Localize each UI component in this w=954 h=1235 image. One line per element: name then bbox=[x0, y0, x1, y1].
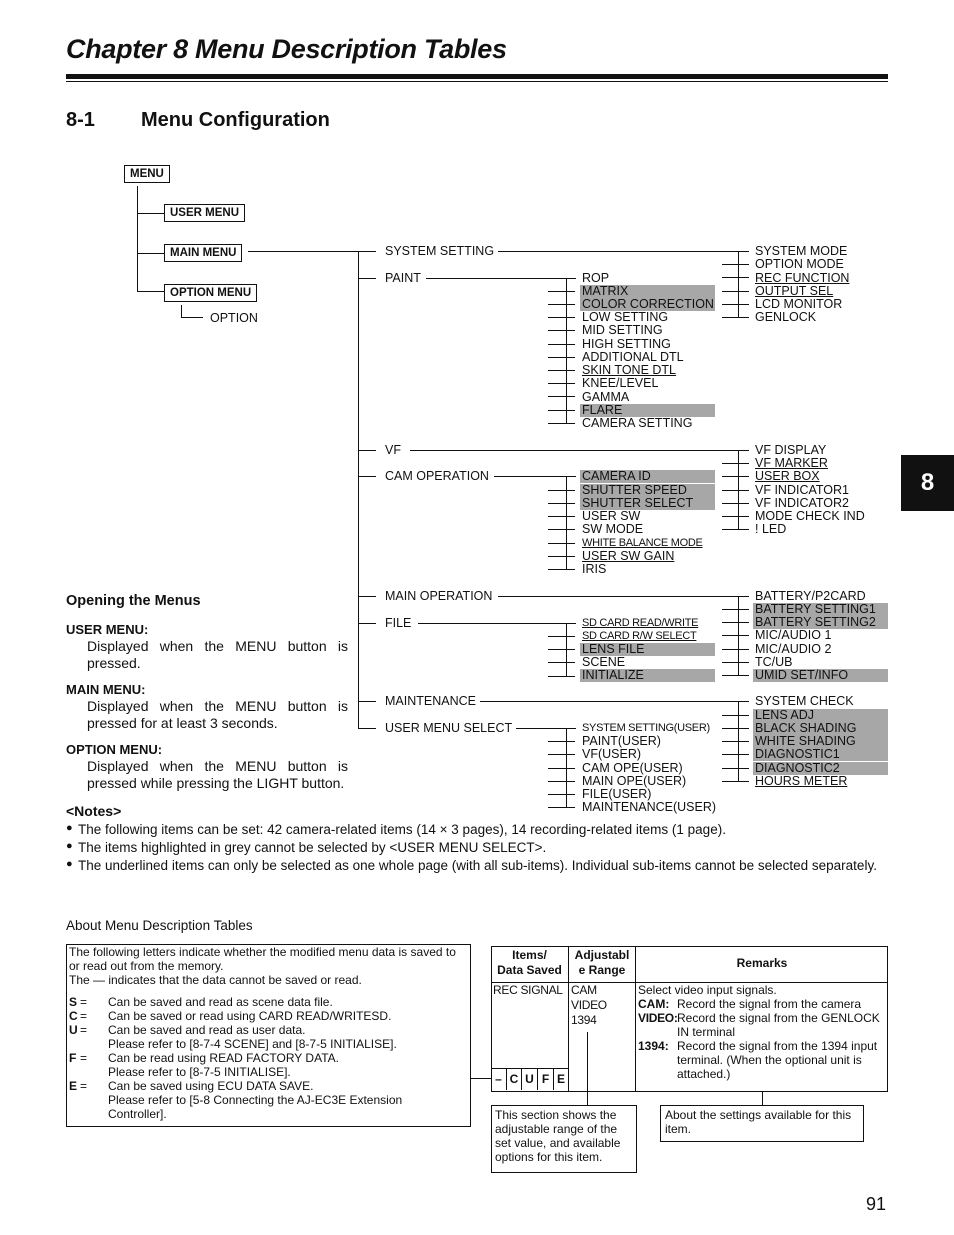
legend-key: U bbox=[69, 1023, 78, 1037]
col-header-range: Adjustabl bbox=[574, 948, 630, 962]
remark-text: Record the signal from the 1394 input bbox=[677, 1039, 878, 1053]
file-item: SCENE bbox=[582, 655, 626, 669]
remark-text: terminal. (When the optional unit is bbox=[677, 1053, 862, 1067]
maint-item: HOURS METER bbox=[755, 774, 848, 788]
file-item: SD CARD R/W SELECT bbox=[582, 630, 697, 642]
legend-eq: = bbox=[80, 995, 88, 1009]
sys-item: SYSTEM MODE bbox=[755, 244, 848, 258]
user-menu-label: USER MENU: bbox=[66, 622, 149, 637]
table-item: REC SIGNAL bbox=[493, 983, 563, 997]
menu-box: MENU bbox=[124, 165, 170, 183]
main-menu-text: Displayed when the MENU button is pressed for at least 3 seconds. bbox=[87, 698, 348, 731]
remark-text: Record the signal from the GENLOCK bbox=[677, 1011, 880, 1025]
legend-text: Can be saved using ECU DATA SAVE. bbox=[108, 1079, 314, 1093]
mainop-item: TC/UB bbox=[755, 655, 793, 669]
remark-text: attached.) bbox=[677, 1067, 731, 1081]
col-header-items: Data Saved bbox=[497, 963, 562, 977]
callout-text: About the settings available for this bbox=[665, 1108, 852, 1122]
mainop-item: BATTERY/P2CARD bbox=[755, 589, 866, 603]
ums-item: MAIN OPE(USER) bbox=[582, 774, 687, 788]
legend-intro: The following letters indicate whether the modified menu data is saved to bbox=[69, 945, 456, 959]
vf-item: MODE CHECK IND bbox=[755, 509, 865, 523]
legend-key: E bbox=[69, 1079, 78, 1093]
ums-item: MAINTENANCE(USER) bbox=[582, 800, 717, 814]
range-value: 1394 bbox=[571, 1013, 597, 1027]
maint-item: SYSTEM CHECK bbox=[755, 694, 854, 708]
note-item: The items highlighted in grey cannot be selected by <USER MENU SELECT>. bbox=[78, 840, 547, 855]
remark-key: VIDEO: bbox=[638, 1011, 678, 1025]
callout-text: item. bbox=[665, 1122, 692, 1136]
paint-item: COLOR CORRECTION bbox=[582, 297, 714, 311]
main-item-file: FILE bbox=[385, 616, 412, 630]
ums-item: VF(USER) bbox=[582, 747, 642, 761]
option-menu-text: Displayed when the MENU button is pressed while pressing the LIGHT button. bbox=[87, 758, 348, 791]
sys-item: OPTION MODE bbox=[755, 257, 844, 271]
legend-text: Controller]. bbox=[108, 1107, 167, 1121]
legend-text: Can be saved or read using CARD READ/WRITESD. bbox=[108, 1009, 392, 1023]
sys-item: LCD MONITOR bbox=[755, 297, 843, 311]
user-menu-text: Displayed when the MENU button is pressed. bbox=[87, 638, 348, 671]
flag-cell: – bbox=[495, 1072, 502, 1086]
cam-item: USER SW GAIN bbox=[582, 549, 675, 563]
paint-item: MATRIX bbox=[580, 285, 715, 298]
main-item-paint: PAINT bbox=[385, 271, 421, 285]
legend-intro: or read out from the memory. bbox=[69, 959, 224, 973]
vf-item: VF INDICATOR1 bbox=[755, 483, 849, 497]
flag-cell: U bbox=[525, 1072, 534, 1086]
mainop-item: MIC/AUDIO 1 bbox=[755, 628, 832, 642]
paint-item: CAMERA SETTING bbox=[582, 416, 693, 430]
bullet-icon: ● bbox=[66, 858, 73, 870]
vf-item: USER BOX bbox=[755, 469, 820, 483]
paint-item: SKIN TONE DTL bbox=[582, 363, 677, 377]
legend-eq: = bbox=[80, 1051, 88, 1065]
callout-text: This section shows the bbox=[495, 1108, 617, 1122]
paint-item: LOW SETTING bbox=[582, 310, 669, 324]
vf-item: ! LED bbox=[755, 522, 787, 536]
legend-key: C bbox=[69, 1009, 78, 1023]
paint-item: KNEE/LEVEL bbox=[582, 376, 659, 390]
range-value: CAM bbox=[571, 983, 597, 997]
legend-text: Can be saved and read as user data. bbox=[108, 1023, 306, 1037]
legend-key: S bbox=[69, 995, 78, 1009]
remark-key: CAM: bbox=[638, 997, 670, 1011]
main-item-cam-operation: CAM OPERATION bbox=[385, 469, 489, 483]
main-item-user-menu-select: USER MENU SELECT bbox=[385, 721, 513, 735]
cam-item: USER SW bbox=[582, 509, 641, 523]
legend-text: Please refer to [8-7-5 INITIALISE]. bbox=[108, 1065, 291, 1079]
main-menu-box: MAIN MENU bbox=[164, 244, 242, 262]
option-label: OPTION bbox=[210, 311, 258, 325]
sys-item: OUTPUT SEL bbox=[755, 284, 834, 298]
col-header-remarks: Remarks bbox=[736, 956, 788, 970]
cam-item: CAMERA ID bbox=[580, 470, 715, 483]
paint-item: ROP bbox=[582, 271, 610, 285]
legend-intro: The — indicates that the data cannot be saved or read. bbox=[69, 973, 362, 987]
paint-item: MID SETTING bbox=[582, 323, 663, 337]
main-item-main-operation: MAIN OPERATION bbox=[385, 589, 493, 603]
sys-item: GENLOCK bbox=[755, 310, 817, 324]
flag-cell: F bbox=[541, 1072, 550, 1086]
note-item: The following items can be set: 42 camera-related items (14 × 3 pages), 14 recording-related items (1 page). bbox=[78, 822, 726, 837]
cam-item: SHUTTER SELECT bbox=[580, 497, 715, 510]
maint-item: DIAGNOSTIC2 bbox=[753, 762, 888, 775]
paint-item: GAMMA bbox=[582, 390, 630, 404]
cam-item: SHUTTER SPEED bbox=[580, 484, 715, 497]
col-header-range: e Range bbox=[578, 963, 626, 977]
main-item-vf: VF bbox=[385, 443, 401, 457]
paint-item: HIGH SETTING bbox=[582, 337, 671, 351]
option-menu-label: OPTION MENU: bbox=[66, 742, 163, 757]
main-item-system-setting: SYSTEM SETTING bbox=[385, 244, 495, 258]
legend-text: Please refer to [8-7-4 SCENE] and [8-7-5 INITIALISE]. bbox=[108, 1037, 397, 1051]
mainop-item: BATTERY SETTING2 bbox=[753, 616, 888, 629]
ums-item: CAM OPE(USER) bbox=[582, 761, 683, 775]
sys-item: REC FUNCTION bbox=[755, 271, 850, 285]
notes-heading: <Notes> bbox=[66, 803, 122, 819]
chapter-title: Chapter 8 Menu Description Tables bbox=[66, 34, 507, 64]
user-menu-box: USER MENU bbox=[164, 204, 245, 222]
cam-item: SW MODE bbox=[582, 522, 644, 536]
range-value: VIDEO bbox=[571, 998, 607, 1012]
about-heading: About Menu Description Tables bbox=[66, 918, 253, 933]
header-rule bbox=[66, 74, 888, 79]
file-item: LENS FILE bbox=[580, 643, 715, 656]
mainop-item: UMID SET/INFO bbox=[753, 669, 888, 682]
legend-eq: = bbox=[80, 1009, 88, 1023]
remark-text: IN terminal bbox=[677, 1025, 736, 1039]
vf-item: VF INDICATOR2 bbox=[755, 496, 849, 510]
opening-heading: Opening the Menus bbox=[66, 593, 201, 609]
maint-item: WHITE SHADING bbox=[753, 735, 888, 748]
file-item: INITIALIZE bbox=[580, 669, 715, 682]
vf-item: VF MARKER bbox=[755, 456, 828, 470]
main-item-maintenance: MAINTENANCE bbox=[385, 694, 476, 708]
cam-item: IRIS bbox=[582, 562, 607, 576]
paint-item: FLARE bbox=[580, 404, 715, 417]
legend-eq: = bbox=[80, 1079, 88, 1093]
mainop-item: MIC/AUDIO 2 bbox=[755, 642, 832, 656]
flag-cell: E bbox=[556, 1072, 565, 1086]
callout-text: adjustable range of the bbox=[495, 1122, 618, 1136]
ums-item: PAINT(USER) bbox=[582, 734, 661, 748]
page-number: 91 bbox=[866, 1194, 887, 1214]
header-rule-thin bbox=[66, 81, 888, 82]
section-number: 8-1 bbox=[66, 109, 95, 131]
legend-text: Can be saved and read as scene data file. bbox=[108, 995, 333, 1009]
vf-item: VF DISPLAY bbox=[755, 443, 827, 457]
main-menu-label: MAIN MENU: bbox=[66, 682, 146, 697]
cam-item: WHITE BALANCE MODE bbox=[582, 537, 703, 549]
legend-eq: = bbox=[80, 1023, 88, 1037]
bullet-icon: ● bbox=[66, 840, 73, 852]
ums-item: SYSTEM SETTING(USER) bbox=[582, 722, 710, 734]
flag-cell: C bbox=[509, 1072, 519, 1086]
col-header-items: Items/ bbox=[512, 948, 547, 962]
file-item: SD CARD READ/WRITE bbox=[582, 617, 699, 629]
chapter-tab: 8 bbox=[901, 455, 954, 511]
callout-text: options for this item. bbox=[495, 1150, 603, 1164]
remark-key: 1394: bbox=[638, 1039, 669, 1053]
section-title: Menu Configuration bbox=[141, 109, 330, 131]
legend-text: Can be read using READ FACTORY DATA. bbox=[108, 1051, 339, 1065]
note-item: The underlined items can only be selected as one whole page (with all sub-items). Individual sub-items cannot be selected separately. bbox=[78, 858, 877, 873]
remark-text: Record the signal from the camera bbox=[677, 997, 862, 1011]
mainop-item: BATTERY SETTING1 bbox=[753, 603, 888, 616]
paint-item: ADDITIONAL DTL bbox=[582, 350, 684, 364]
legend-text: Please refer to [5-8 Connecting the AJ-EC3E Extension bbox=[108, 1093, 403, 1107]
ums-item: FILE(USER) bbox=[582, 787, 652, 801]
legend-key: F bbox=[69, 1051, 77, 1065]
bullet-icon: ● bbox=[66, 822, 73, 834]
maint-item: LENS ADJ bbox=[753, 709, 888, 722]
maint-item: DIAGNOSTIC1 bbox=[753, 748, 888, 761]
callout-text: set value, and available bbox=[495, 1136, 621, 1150]
remark-intro: Select video input signals. bbox=[638, 983, 777, 997]
option-menu-box: OPTION MENU bbox=[164, 284, 257, 302]
maint-item: BLACK SHADING bbox=[753, 722, 888, 735]
